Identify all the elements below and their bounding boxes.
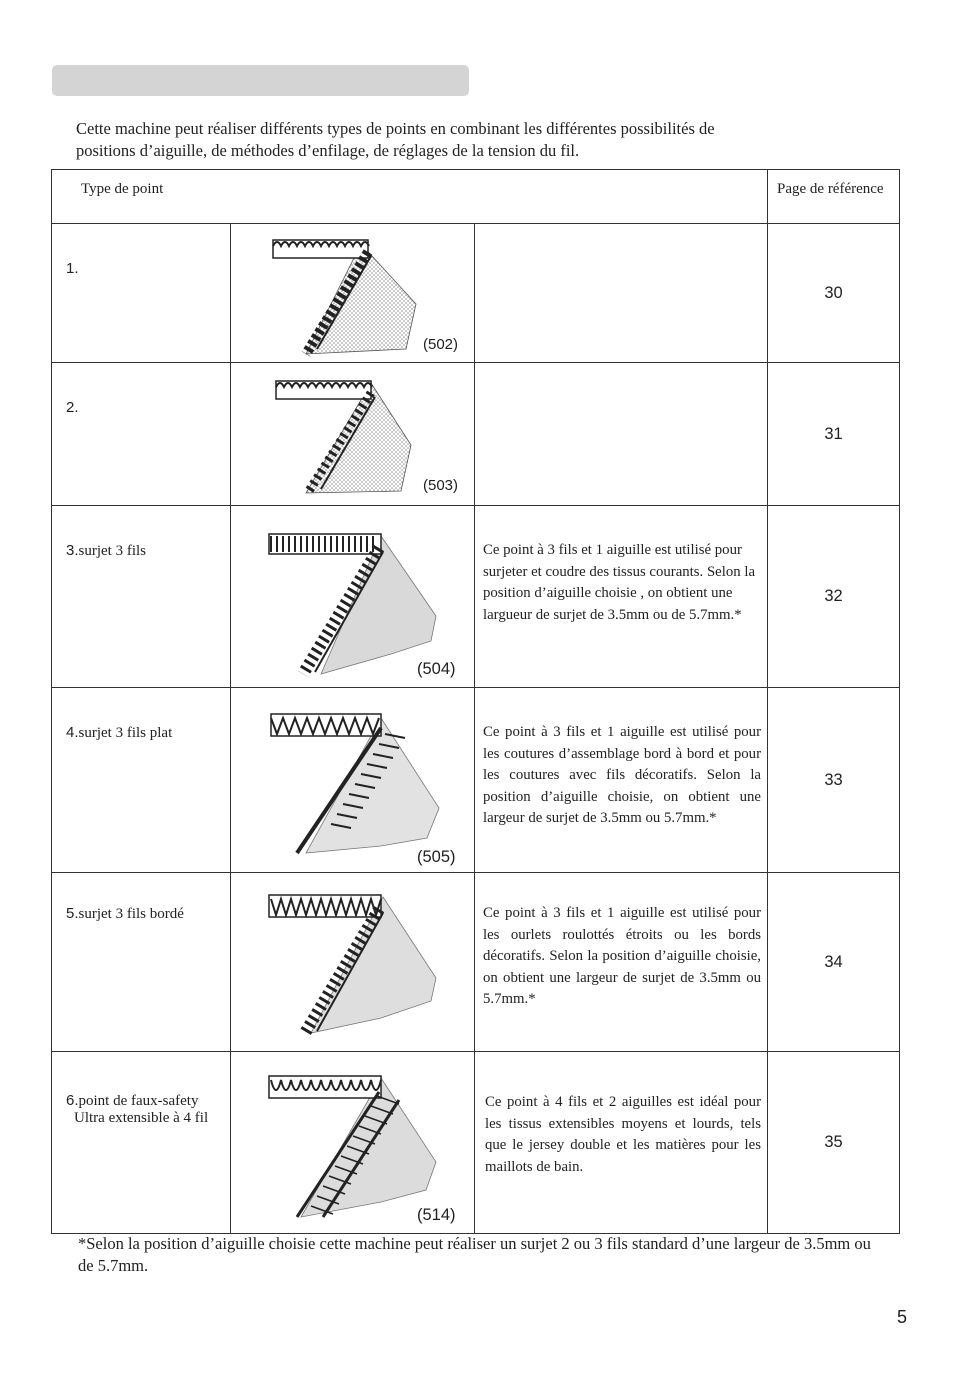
intro-paragraph (76, 118, 876, 162)
stitch-number: 1. (66, 260, 79, 277)
stitch-description: Ce point à 4 fils et 2 aiguilles est idéal pour les tissus extensibles moyens et lourds, tels que le jersey double et les matières pour les maillots de bain. (475, 1052, 768, 1234)
table-row (52, 873, 900, 1052)
intro-line-1: Cette machine peut réaliser différents types de points en combinant les différentes possibilités de (76, 119, 715, 138)
stitch-description (475, 224, 768, 363)
stitch-number: 6. (66, 1092, 79, 1109)
stitch-number: 5. (66, 905, 79, 922)
table-row (52, 1052, 900, 1234)
stitch-name-line-2: Ultra extensible à 4 fil (74, 1110, 209, 1126)
reference-page: 32 (768, 506, 900, 688)
reference-page: 31 (768, 363, 900, 506)
stitch-name: surjet 3 fils (78, 543, 147, 559)
reference-page: 33 (768, 688, 900, 873)
stitch-name: surjet 3 fils bordé (78, 906, 184, 922)
stitch-illustration-cell (231, 688, 475, 873)
stitch-code: (514) (417, 1206, 456, 1224)
stitch-description: Ce point à 3 fils et 1 aiguille est utilisé pour surjeter et coudre des tissus courants. Selon la position d’aiguille choisie , on obtient une largueur de surjet de 3.5mm ou de 5.7mm.* (475, 506, 768, 688)
stitch-type-cell (52, 506, 231, 688)
stitch-illustration-cell (231, 1052, 475, 1234)
stitch-code: (505) (417, 848, 456, 866)
stitch-name: point de faux-safety (78, 1093, 199, 1109)
stitch-number: 2. (66, 399, 79, 416)
stitch-type-cell (52, 1052, 231, 1234)
table-row (52, 688, 900, 873)
reference-page: 34 (768, 873, 900, 1052)
stitch-illustration-cell (231, 506, 475, 688)
reference-page: 30 (768, 224, 900, 363)
stitch-illustration-cell (231, 363, 475, 506)
section-header-bar (52, 65, 469, 96)
stitch-bordered-illustration (231, 873, 475, 1051)
stitch-type-cell (52, 873, 231, 1052)
stitch-description (475, 363, 768, 506)
stitch-505-illustration (231, 688, 475, 872)
intro-line-2: positions d’aiguille, de méthodes d’enfilage, de réglages de la tension du fil. (76, 141, 580, 160)
stitch-code: (504) (417, 660, 456, 678)
stitch-code: (502) (423, 336, 459, 353)
reference-page: 35 (768, 1052, 900, 1234)
stitch-table (51, 169, 900, 1234)
table-row (52, 506, 900, 688)
stitch-type-cell (52, 688, 231, 873)
stitch-illustration-cell (231, 224, 475, 363)
header-page: Page de référence (768, 170, 900, 224)
table-row (52, 224, 900, 363)
stitch-description: Ce point à 3 fils et 1 aiguille est utilisé pour les ourlets roulottés étroits ou les bords décoratifs. Selon la position d’aiguille choisie, on obtient une largeur de surjet de 3.5mm ou 5.7mm.* (475, 873, 768, 1052)
page-number: 5 (897, 1307, 908, 1327)
stitch-number: 3. (66, 542, 79, 559)
table-row (52, 363, 900, 506)
stitch-type-cell (52, 224, 231, 363)
stitch-description: Ce point à 3 fils et 1 aiguille est utilisé pour les coutures d’assemblage bord à bord et pour les coutures avec fils décoratifs. Selon la position d’aiguille choisie, on obtient une largeur de surjet de 3.5mm ou 5.7mm.* (475, 688, 768, 873)
table-header-row (52, 170, 900, 224)
stitch-illustration-cell (231, 873, 475, 1052)
footnote: *Selon la position d’aiguille choisie cette machine peut réaliser un surjet 2 ou 3 fils standard d’une largeur de 3.5mm ou de 5.7mm. (78, 1234, 871, 1275)
header-type: Type de point (52, 170, 768, 224)
stitch-name: surjet 3 fils plat (78, 725, 173, 741)
stitch-code: (503) (423, 477, 459, 494)
stitch-type-cell (52, 363, 231, 506)
stitch-number: 4. (66, 724, 79, 741)
